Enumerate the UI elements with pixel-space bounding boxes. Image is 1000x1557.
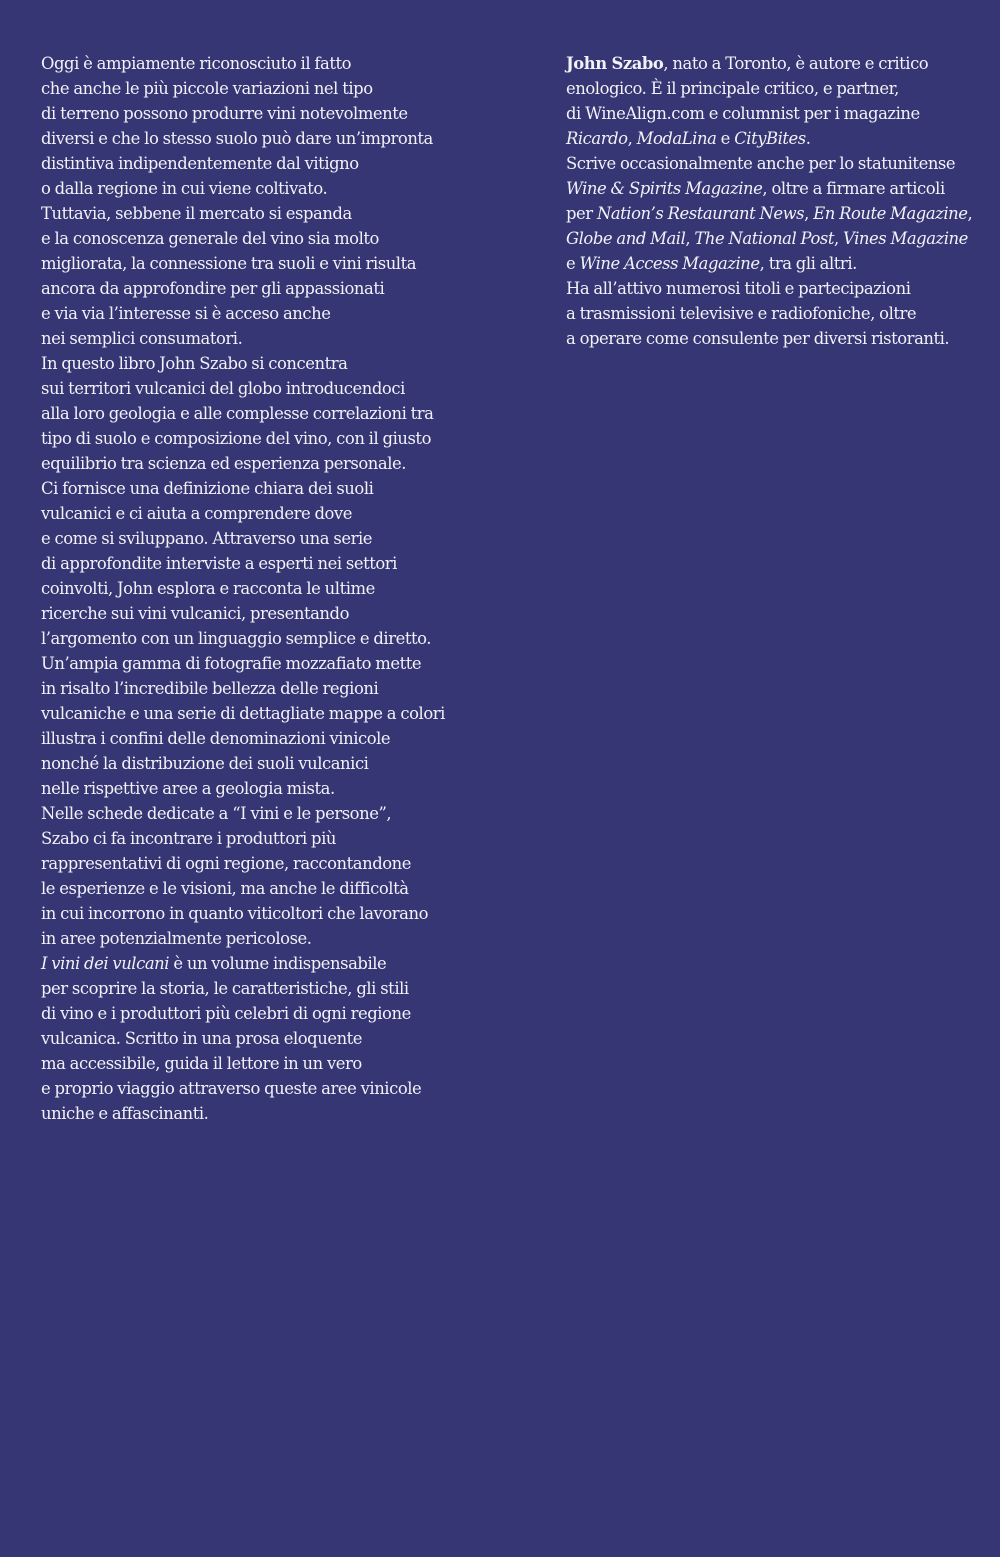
bio-text: per	[566, 204, 597, 223]
description-line: uniche e affascinanti.	[41, 1104, 209, 1123]
description-line: e via via l’interesse si è acceso anche	[41, 304, 331, 323]
description-line-rest: è un volume indispensabile	[169, 954, 387, 973]
bio-text: , nato a Toronto, è autore e critico	[663, 54, 929, 73]
magazine-title: Nation’s Restaurant News	[596, 204, 805, 223]
bio-text: , oltre a firmare articoli	[762, 179, 945, 198]
description-line: o dalla regione in cui viene coltivato.	[41, 179, 328, 198]
magazine-title: Ricardo	[566, 129, 628, 148]
description-line: vulcaniche e una serie di dettagliate mappe a colori	[41, 704, 445, 723]
description-line: diversi e che lo stesso suolo può dare un’impronta	[41, 129, 433, 148]
magazine-title: Wine Access Magazine	[579, 254, 760, 273]
description-line: vulcanica. Scritto in una prosa eloquente	[41, 1029, 363, 1048]
author-name: John Szabo	[566, 54, 664, 73]
bio-text: ,	[627, 129, 637, 148]
bio-line: Scrive occasionalmente anche per lo statunitense	[566, 154, 956, 173]
description-line: di vino e i produttori più celebri di ogni regione	[41, 1004, 411, 1023]
description-line: in risalto l’incredibile bellezza delle regioni	[41, 679, 379, 698]
bio-text: , tra gli altri.	[759, 254, 857, 273]
magazine-title: Vines Magazine	[843, 229, 968, 248]
description-line-book-title	[41, 951, 466, 976]
description-line: per scoprire la storia, le caratteristiche, gli stili	[41, 979, 409, 998]
description-line: ricerche sui vini vulcanici, presentando	[41, 604, 349, 623]
bio-line	[566, 51, 986, 76]
description-line: alla loro geologia e alle complesse correlazioni tra	[41, 404, 434, 423]
description-line: Tuttavia, sebbene il mercato si espanda	[41, 204, 352, 223]
description-line: e la conoscenza generale del vino sia molto	[41, 229, 379, 248]
description-line: in cui incorrono in quanto viticoltori che lavorano	[41, 904, 428, 923]
magazine-title: En Route Magazine	[813, 204, 968, 223]
magazine-title: CityBites	[734, 129, 806, 148]
description-line: ancora da approfondire per gli appassionati	[41, 279, 385, 298]
description-line: Oggi è ampiamente riconosciuto il fatto	[41, 54, 352, 73]
description-line: che anche le più piccole variazioni nel tipo	[41, 79, 373, 98]
description-line: illustra i confini delle denominazioni vinicole	[41, 729, 391, 748]
magazine-title: Globe and Mail	[566, 229, 686, 248]
bio-text: e	[716, 129, 735, 148]
description-line: nelle rispettive aree a geologia mista.	[41, 779, 335, 798]
description-line: sui territori vulcanici del globo introducendoci	[41, 379, 405, 398]
bio-text: e	[566, 254, 580, 273]
author-bio-column	[566, 51, 986, 351]
description-line: In questo libro John Szabo si concentra	[41, 354, 348, 373]
description-line: Szabo ci fa incontrare i produttori più	[41, 829, 336, 848]
description-line: coinvolti, John esplora e racconta le ultime	[41, 579, 375, 598]
magazine-title: ModaLina	[636, 129, 717, 148]
bio-line-magazines	[566, 176, 986, 201]
magazine-title: Wine & Spirits Magazine	[566, 179, 763, 198]
description-line: l’argomento con un linguaggio semplice e diretto.	[41, 629, 431, 648]
description-line: Un’ampia gamma di fotografie mozzafiato mette	[41, 654, 422, 673]
bio-line-magazines	[566, 201, 986, 226]
bio-text: .	[805, 129, 811, 148]
bio-line: enologico. È il principale critico, e partner,	[566, 79, 899, 98]
description-line: tipo di suolo e composizione del vino, con il giusto	[41, 429, 431, 448]
description-line: di terreno possono produrre vini notevolmente	[41, 104, 408, 123]
bio-line: a operare come consulente per diversi ristoranti.	[566, 329, 950, 348]
bio-text: ,	[834, 229, 844, 248]
description-line: nei semplici consumatori.	[41, 329, 243, 348]
description-line: migliorata, la connessione tra suoli e vini risulta	[41, 254, 417, 273]
bio-line: di WineAlign.com e columnist per i magazine	[566, 104, 920, 123]
description-line: in aree potenzialmente pericolose.	[41, 929, 312, 948]
description-line: Nelle schede dedicate a “I vini e le persone”,	[41, 804, 392, 823]
bio-line: Ha all’attivo numerosi titoli e partecipazioni	[566, 279, 911, 298]
bio-line: a trasmissioni televisive e radiofoniche, oltre	[566, 304, 917, 323]
description-line: rappresentativi di ogni regione, raccontandone	[41, 854, 412, 873]
bio-text: ,	[804, 204, 814, 223]
description-line: di approfondite interviste a esperti nei settori	[41, 554, 397, 573]
description-line: ma accessibile, guida il lettore in un vero	[41, 1054, 362, 1073]
description-line: vulcanici e ci aiuta a comprendere dove	[41, 504, 352, 523]
book-title-italic: I vini dei vulcani	[41, 954, 170, 973]
description-line: le esperienze e le visioni, ma anche le difficoltà	[41, 879, 409, 898]
description-line: nonché la distribuzione dei suoli vulcanici	[41, 754, 369, 773]
bio-text: ,	[685, 229, 695, 248]
bio-line-magazines	[566, 251, 986, 276]
book-description-column	[41, 51, 466, 1126]
description-line: distintiva indipendentemente dal vitigno	[41, 154, 359, 173]
description-line: equilibrio tra scienza ed esperienza personale.	[41, 454, 407, 473]
description-line: e proprio viaggio attraverso queste aree vinicole	[41, 1079, 422, 1098]
bio-line-magazines	[566, 126, 986, 151]
magazine-title: The National Post	[694, 229, 834, 248]
description-line: Ci fornisce una definizione chiara dei suoli	[41, 479, 374, 498]
bio-text: ,	[967, 204, 973, 223]
description-line: e come si sviluppano. Attraverso una serie	[41, 529, 372, 548]
bio-line-magazines	[566, 226, 986, 251]
